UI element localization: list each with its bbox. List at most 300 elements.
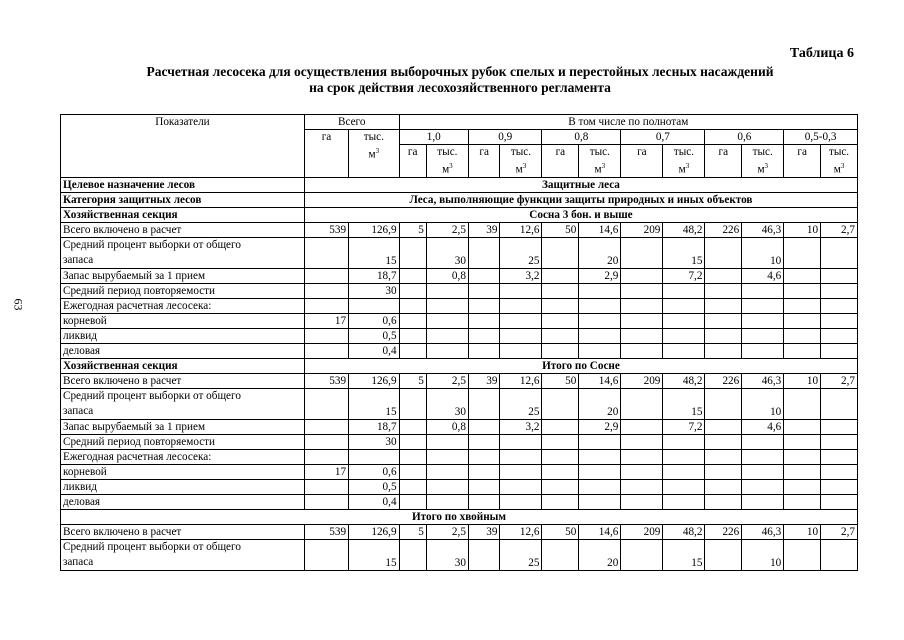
unit-m3-sup: 3 [522, 162, 527, 170]
value-cell [621, 268, 663, 283]
value-cell: 4,6 [742, 268, 784, 283]
value-cell: 0,5 [349, 328, 399, 343]
value-cell: 5 [399, 524, 426, 539]
unit-m3: м [368, 148, 376, 161]
value-cell: 2,5 [426, 222, 468, 237]
value-cell: 12,6 [500, 222, 542, 237]
value-cell [468, 494, 500, 509]
value-cell [621, 343, 663, 358]
value-cell [784, 298, 821, 313]
value-cell: 0,4 [349, 343, 399, 358]
value-cell [468, 343, 500, 358]
value-cell [663, 494, 705, 509]
unit-thousand: тыс. [828, 146, 850, 158]
stock-cut-row [61, 268, 858, 283]
value-cell [621, 464, 663, 479]
value-cell [705, 434, 742, 449]
unit-m3-sup: 3 [840, 162, 845, 170]
value-cell [579, 434, 621, 449]
header-ha: га [399, 145, 426, 178]
value-cell: 15 [349, 388, 399, 419]
value-cell: 2,5 [426, 373, 468, 388]
header-thous-m3 [349, 130, 399, 178]
value-cell: 0,5 [349, 479, 399, 494]
value-cell [426, 479, 468, 494]
header-ha: га [468, 145, 500, 178]
unit-m3: м [515, 163, 523, 176]
value-cell [579, 298, 621, 313]
value-cell: 50 [542, 524, 579, 539]
value-cell: 12,6 [500, 373, 542, 388]
value-cell [349, 298, 399, 313]
value-cell: 10 [742, 388, 784, 419]
value-cell [784, 328, 821, 343]
unit-m3-sup: 3 [375, 147, 380, 155]
value-cell [621, 298, 663, 313]
value-cell: 209 [621, 222, 663, 237]
value-cell: 30 [426, 539, 468, 570]
value-cell: 20 [579, 237, 621, 268]
value-cell [468, 268, 500, 283]
value-cell [399, 313, 426, 328]
value-cell: 4,6 [742, 419, 784, 434]
value-cell [705, 283, 742, 298]
value-cell: 10 [742, 237, 784, 268]
value-cell: 0,8 [426, 268, 468, 283]
value-cell: 18,7 [349, 419, 399, 434]
value-cell [500, 464, 542, 479]
value-cell [621, 237, 663, 268]
section-row [61, 358, 858, 373]
liquid-label: ликвид [61, 479, 305, 494]
value-cell [821, 298, 858, 313]
business-row [61, 494, 858, 509]
value-cell [705, 449, 742, 464]
value-cell [426, 328, 468, 343]
total-included-row [61, 222, 858, 237]
value-cell [542, 388, 579, 419]
section-row [61, 207, 858, 222]
unit-thousand: тыс. [510, 146, 532, 158]
value-cell [742, 343, 784, 358]
annual-row [61, 298, 858, 313]
value-cell [468, 479, 500, 494]
value-cell [304, 434, 348, 449]
table-title [60, 64, 860, 96]
value-cell: 46,3 [742, 373, 784, 388]
value-cell: 25 [500, 539, 542, 570]
value-cell [304, 298, 348, 313]
value-cell: 0,6 [349, 313, 399, 328]
value-cell: 209 [621, 373, 663, 388]
value-cell: 2,7 [821, 222, 858, 237]
category-value: Леса, выполняющие функции защиты природных и иных объектов [304, 192, 857, 207]
value-cell [579, 283, 621, 298]
value-cell: 2,7 [821, 524, 858, 539]
value-cell: 3,2 [500, 268, 542, 283]
liquid-row [61, 328, 858, 343]
value-cell [742, 479, 784, 494]
value-cell [399, 283, 426, 298]
value-cell: 10 [784, 524, 821, 539]
value-cell: 46,3 [742, 524, 784, 539]
value-cell [579, 449, 621, 464]
value-cell: 0,6 [349, 464, 399, 479]
value-cell [784, 449, 821, 464]
unit-thousand: тыс. [752, 146, 773, 158]
avg-percent-label [61, 237, 305, 268]
value-cell: 226 [705, 373, 742, 388]
value-cell [784, 494, 821, 509]
header-thous-m3 [500, 145, 542, 178]
value-cell [399, 464, 426, 479]
value-cell [705, 268, 742, 283]
title-line-1: Расчетная лесосека для осуществления выборочных рубок спелых и перестойных лесных насаждений [146, 64, 774, 79]
value-cell [705, 237, 742, 268]
value-cell: 7,2 [663, 268, 705, 283]
value-cell [784, 434, 821, 449]
value-cell [399, 268, 426, 283]
value-cell [468, 298, 500, 313]
header-total: Всего [304, 115, 399, 130]
total-included-row [61, 524, 858, 539]
value-cell [468, 237, 500, 268]
value-cell [705, 464, 742, 479]
value-cell [399, 494, 426, 509]
table-label: Таблица 6 [789, 46, 854, 61]
value-cell: 15 [349, 237, 399, 268]
value-cell [821, 419, 858, 434]
section-value: Итого по Сосне [304, 358, 857, 373]
value-cell [621, 328, 663, 343]
value-cell [705, 328, 742, 343]
value-cell [579, 343, 621, 358]
value-cell [621, 479, 663, 494]
value-cell: 2,9 [579, 419, 621, 434]
value-cell [500, 298, 542, 313]
value-cell [542, 313, 579, 328]
value-cell [821, 434, 858, 449]
business-label: деловая [61, 494, 305, 509]
header-density: 1,0 [399, 130, 468, 145]
header-density: 0,5-0,3 [784, 130, 858, 145]
root-label: корневой [61, 313, 305, 328]
value-cell [500, 494, 542, 509]
header-density: 0,7 [621, 130, 705, 145]
value-cell [426, 449, 468, 464]
value-cell [399, 449, 426, 464]
root-row [61, 464, 858, 479]
value-cell [784, 283, 821, 298]
value-cell: 539 [304, 524, 348, 539]
value-cell: 0,4 [349, 494, 399, 509]
value-cell [663, 449, 705, 464]
title-line-2: на срок действия лесохозяйственного регламента [309, 80, 611, 95]
value-cell: 50 [542, 222, 579, 237]
value-cell: 18,7 [349, 268, 399, 283]
value-cell: 20 [579, 388, 621, 419]
value-cell: 5 [399, 222, 426, 237]
value-cell [468, 464, 500, 479]
value-cell: 17 [304, 313, 348, 328]
annual-row [61, 449, 858, 464]
value-cell [542, 298, 579, 313]
unit-m3-sup: 3 [449, 162, 453, 170]
unit-m3: м [594, 163, 602, 176]
value-cell [705, 313, 742, 328]
value-cell [426, 464, 468, 479]
value-cell [399, 419, 426, 434]
avg-percent-row [61, 237, 858, 268]
label-line: Средний процент выборки от общего [63, 238, 241, 251]
value-cell [542, 449, 579, 464]
value-cell [663, 328, 705, 343]
purpose-value: Защитные леса [304, 177, 857, 192]
value-cell [579, 479, 621, 494]
value-cell [468, 313, 500, 328]
value-cell: 2,7 [821, 373, 858, 388]
value-cell [742, 494, 784, 509]
header-ha: га [304, 130, 348, 178]
value-cell [304, 328, 348, 343]
value-cell: 2,9 [579, 268, 621, 283]
avg-percent-label [61, 388, 305, 419]
header-thous-m3 [663, 145, 705, 178]
value-cell [742, 283, 784, 298]
header-ha: га [705, 145, 742, 178]
total-included-label: Всего включено в расчет [61, 373, 305, 388]
value-cell [399, 388, 426, 419]
value-cell [705, 388, 742, 419]
value-cell: 20 [579, 539, 621, 570]
value-cell [742, 328, 784, 343]
value-cell [621, 388, 663, 419]
avg-percent-row [61, 388, 858, 419]
value-cell [705, 298, 742, 313]
value-cell [705, 343, 742, 358]
value-cell [304, 419, 348, 434]
business-label: деловая [61, 343, 305, 358]
value-cell [304, 388, 348, 419]
conifer-total: Итого по хвойным [61, 509, 858, 524]
avg-percent-row [61, 539, 858, 570]
value-cell [821, 479, 858, 494]
value-cell: 126,9 [349, 373, 399, 388]
value-cell [304, 283, 348, 298]
annual-label: Ежегодная расчетная лесосека: [61, 449, 305, 464]
value-cell: 46,3 [742, 222, 784, 237]
section-label: Хозяйственная секция [61, 207, 305, 222]
value-cell [821, 539, 858, 570]
unit-m3-sup: 3 [601, 162, 606, 170]
value-cell [500, 449, 542, 464]
header-thous-m3 [579, 145, 621, 178]
header-density: 0,6 [705, 130, 784, 145]
value-cell [784, 237, 821, 268]
value-cell [821, 328, 858, 343]
value-cell: 30 [426, 237, 468, 268]
value-cell [468, 283, 500, 298]
stock-cut-row [61, 419, 858, 434]
unit-m3-sup: 3 [764, 162, 769, 170]
value-cell [426, 343, 468, 358]
avg-period-row [61, 434, 858, 449]
value-cell: 0,8 [426, 419, 468, 434]
value-cell [500, 313, 542, 328]
value-cell [742, 298, 784, 313]
value-cell [426, 313, 468, 328]
value-cell [468, 434, 500, 449]
value-cell [821, 343, 858, 358]
value-cell: 5 [399, 373, 426, 388]
value-cell [542, 464, 579, 479]
value-cell [500, 479, 542, 494]
header-ha: га [621, 145, 663, 178]
value-cell [821, 268, 858, 283]
value-cell: 7,2 [663, 419, 705, 434]
value-cell [784, 388, 821, 419]
value-cell [304, 268, 348, 283]
header-thous-m3 [742, 145, 784, 178]
label-line: запаса [63, 404, 94, 417]
value-cell [399, 434, 426, 449]
value-cell [784, 313, 821, 328]
header-density: 0,8 [542, 130, 621, 145]
header-row [61, 115, 858, 130]
value-cell: 10 [784, 222, 821, 237]
value-cell [349, 449, 399, 464]
value-cell: 14,6 [579, 222, 621, 237]
value-cell [426, 494, 468, 509]
unit-thousand: тыс. [589, 146, 610, 158]
value-cell [821, 449, 858, 464]
value-cell [468, 419, 500, 434]
value-cell [621, 449, 663, 464]
value-cell [784, 464, 821, 479]
value-cell [399, 237, 426, 268]
value-cell [500, 328, 542, 343]
label-line: запаса [63, 555, 94, 568]
value-cell [542, 283, 579, 298]
header-ha: га [784, 145, 821, 178]
header-density: 0,9 [468, 130, 542, 145]
avg-period-label: Средний период повторяемости [61, 434, 305, 449]
category-row [61, 192, 858, 207]
unit-thousand: тыс. [673, 146, 694, 158]
value-cell [579, 313, 621, 328]
value-cell [542, 494, 579, 509]
value-cell [705, 479, 742, 494]
value-cell [468, 388, 500, 419]
value-cell [500, 283, 542, 298]
unit-m3-sup: 3 [685, 162, 690, 170]
section-value: Сосна 3 бон. и выше [304, 207, 857, 222]
value-cell [821, 237, 858, 268]
header-ha: га [542, 145, 579, 178]
value-cell [542, 328, 579, 343]
value-cell [579, 328, 621, 343]
value-cell [399, 298, 426, 313]
value-cell [542, 268, 579, 283]
avg-period-label: Средний период повторяемости [61, 283, 305, 298]
value-cell [399, 328, 426, 343]
header-indicators: Показатели [61, 115, 305, 178]
value-cell [468, 328, 500, 343]
value-cell: 12,6 [500, 524, 542, 539]
value-cell [663, 298, 705, 313]
value-cell [621, 434, 663, 449]
unit-m3: м [442, 163, 450, 176]
total-included-label: Всего включено в расчет [61, 222, 305, 237]
value-cell [742, 464, 784, 479]
value-cell [821, 313, 858, 328]
stock-cut-label: Запас вырубаемый за 1 прием [61, 268, 305, 283]
value-cell: 17 [304, 464, 348, 479]
value-cell: 30 [426, 388, 468, 419]
value-cell [784, 343, 821, 358]
root-row [61, 313, 858, 328]
category-label: Категория защитных лесов [61, 192, 305, 207]
value-cell [542, 434, 579, 449]
value-cell [621, 283, 663, 298]
value-cell: 25 [500, 388, 542, 419]
value-cell [621, 313, 663, 328]
value-cell [304, 449, 348, 464]
liquid-label: ликвид [61, 328, 305, 343]
value-cell [621, 539, 663, 570]
value-cell [468, 449, 500, 464]
page-number: 63 [11, 298, 26, 311]
value-cell: 48,2 [663, 222, 705, 237]
value-cell: 48,2 [663, 373, 705, 388]
value-cell [399, 343, 426, 358]
value-cell [542, 539, 579, 570]
value-cell: 539 [304, 222, 348, 237]
value-cell [304, 343, 348, 358]
value-cell [784, 539, 821, 570]
value-cell [579, 464, 621, 479]
value-cell: 39 [468, 524, 500, 539]
value-cell [742, 313, 784, 328]
value-cell [663, 343, 705, 358]
value-cell [304, 237, 348, 268]
unit-m3: м [833, 163, 841, 176]
value-cell: 3,2 [500, 419, 542, 434]
value-cell [663, 283, 705, 298]
avg-period-row [61, 283, 858, 298]
value-cell: 2,5 [426, 524, 468, 539]
header-thous-m3 [426, 145, 468, 178]
value-cell: 126,9 [349, 524, 399, 539]
value-cell [304, 494, 348, 509]
unit-thousand: тыс. [437, 146, 458, 158]
header-thous-m3 [821, 145, 858, 178]
value-cell: 10 [784, 373, 821, 388]
liquid-row [61, 479, 858, 494]
avg-percent-label [61, 539, 305, 570]
value-cell: 15 [349, 539, 399, 570]
value-cell [821, 283, 858, 298]
label-line: Средний процент выборки от общего [63, 540, 241, 553]
value-cell [542, 343, 579, 358]
value-cell [742, 434, 784, 449]
value-cell: 14,6 [579, 524, 621, 539]
value-cell [784, 479, 821, 494]
value-cell: 126,9 [349, 222, 399, 237]
section-label: Хозяйственная секция [61, 358, 305, 373]
value-cell [784, 419, 821, 434]
header-including: В том числе по полнотам [399, 115, 857, 130]
